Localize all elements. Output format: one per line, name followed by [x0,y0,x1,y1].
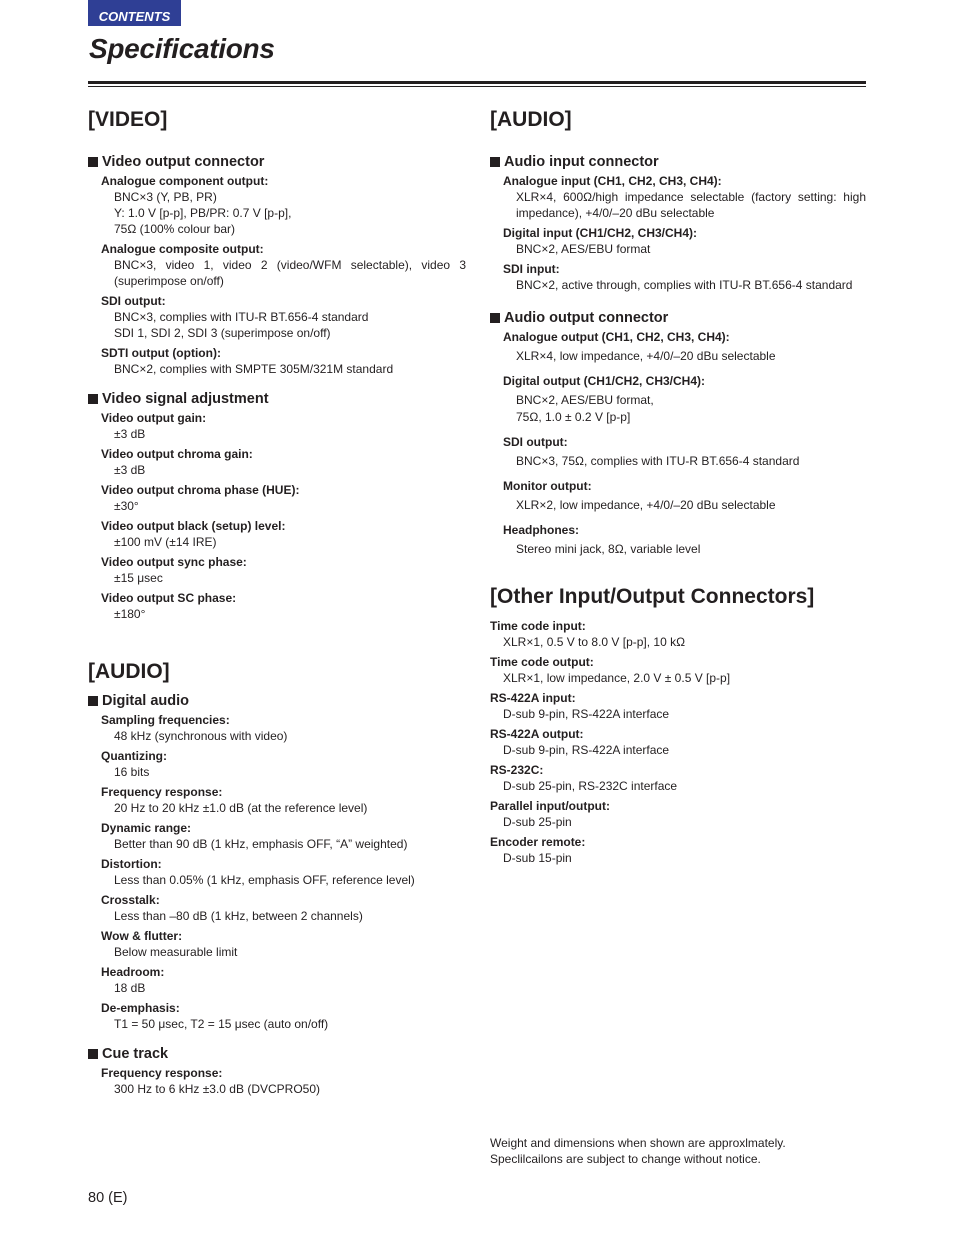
spec-item [101,518,466,550]
spec-label: Video output gain: [101,411,207,425]
spec-label: Quantizing: [101,749,167,763]
spec-list [490,171,866,293]
spec-item [490,690,866,722]
spec-list [88,1063,466,1097]
spec-item [101,1000,466,1032]
spec-item [101,1065,466,1097]
spec-label: SDTI output (option): [101,346,221,360]
title-divider [88,81,866,87]
spec-value: T1 = 50 μsec, T2 = 15 μsec (auto on/off) [114,1017,329,1031]
spec-value: ±3 dB [114,427,146,441]
spec-value: BNC×3, 75Ω, complies with ITU-R BT.656-4 standard [516,454,800,468]
spec-value: 18 dB [114,981,146,995]
footer-note [490,1135,866,1167]
spec-label: Headroom: [101,965,165,979]
spec-label: Analogue output (CH1, CH2, CH3, CH4): [503,330,730,344]
spec-label: Digital output (CH1/CH2, CH3/CH4): [503,374,705,388]
spec-item [101,410,466,442]
spec-value: ±15 μsec [114,571,163,585]
spec-label: Video output sync phase: [101,555,247,569]
spec-item [503,478,866,513]
spec-item [101,820,466,852]
section-heading-other-connectors: [Other Input/Output Connectors] [490,585,815,608]
spec-label: Digital input (CH1/CH2, CH3/CH4): [503,226,698,240]
spec-list [88,408,466,622]
spec-item [101,241,466,289]
spec-value: ±3 dB [114,463,146,477]
spec-label: Crosstalk: [101,893,160,907]
spec-value: BNC×2, complies with SMPTE 305M/321M standard [114,362,394,376]
spec-value: D-sub 25-pin [503,815,572,829]
subsection-label: Audio output connector [504,310,669,326]
right-column [490,108,866,866]
subsection-label: Digital audio [102,693,189,709]
spec-value: XLR×1, 0.5 V to 8.0 V [p-p], 10 kΩ [503,635,686,649]
spec-value: Stereo mini jack, 8Ω, variable level [516,542,701,556]
spec-label: SDI output: [503,435,568,449]
spec-item [101,554,466,586]
subsection-label: Cue track [102,1046,169,1062]
spec-value: 75Ω, 1.0 ± 0.2 V [p-p] [516,410,631,424]
section-heading-video: [VIDEO] [88,108,168,131]
spec-label: Dynamic range: [101,821,192,835]
subsection-label: Video signal adjustment [102,391,269,407]
spec-value: Better than 90 dB (1 kHz, emphasis OFF, “A” weighted) [114,837,408,851]
spec-list [88,710,466,1032]
spec-label: RS-422A output: [490,727,584,741]
spec-label: SDI output: [101,294,166,308]
spec-value: D-sub 9-pin, RS-422A interface [503,743,670,757]
spec-value: BNC×3 (Y, PB, PR) [114,190,217,204]
spec-item [101,446,466,478]
spec-value: 75Ω (100% colour bar) [114,222,236,236]
spec-value: D-sub 15-pin [503,851,572,865]
spec-item [490,618,866,650]
spec-value: BNC×3, video 1, video 2 (video/WFM selectable), video 3 (superimpose on/off) [114,258,466,288]
square-bullet-icon [490,313,500,323]
spec-label: Frequency response: [101,785,223,799]
spec-value: ±180° [114,607,146,621]
subsection-heading-video-signal-adjustment [88,390,466,408]
spec-item [503,522,866,557]
spec-value: XLR×4, low impedance, +4/0/–20 dBu selectable [516,349,776,363]
spec-item [101,482,466,514]
spec-label: Analogue component output: [101,174,269,188]
spec-item [490,834,866,866]
subsection-label: Video output connector [102,154,265,170]
spec-value: D-sub 9-pin, RS-422A interface [503,707,670,721]
spec-value: 300 Hz to 6 kHz ±3.0 dB (DVCPRO50) [114,1082,320,1096]
spec-label: RS-232C: [490,763,544,777]
spec-item [503,373,866,425]
page-number: 80 (E) [88,1190,128,1206]
spec-value: SDI 1, SDI 2, SDI 3 (superimpose on/off) [114,326,331,340]
spec-label: Headphones: [503,523,580,537]
spec-label: Video output SC phase: [101,591,237,605]
spec-item [503,173,866,221]
spec-value: BNC×3, complies with ITU-R BT.656-4 standard [114,310,369,324]
spec-list [88,171,466,377]
section-heading-audio: [AUDIO] [490,108,572,131]
square-bullet-icon [88,1049,98,1059]
spec-item [490,762,866,794]
spec-list [490,616,866,866]
subsection-heading-digital-audio [88,692,466,710]
spec-label: Video output black (setup) level: [101,519,286,533]
spec-value: Below measurable limit [114,945,238,959]
spec-label: Encoder remote: [490,835,586,849]
spec-item [503,261,866,293]
contents-link[interactable]: CONTENTS [88,0,181,26]
left-column [88,108,466,1097]
page-title: Specifications [89,33,275,64]
spec-value: BNC×2, AES/EBU format, [516,393,654,407]
spec-label: De-emphasis: [101,1001,180,1015]
spec-value: Less than –80 dB (1 kHz, between 2 channels) [114,909,363,923]
spec-item [101,964,466,996]
spec-item [101,748,466,780]
spec-label: Analogue composite output: [101,242,264,256]
spec-label: Distortion: [101,857,162,871]
footer-note-line: Speclilcailons are subject to change without notice. [490,1152,761,1166]
spec-list [490,327,866,557]
spec-value: ±100 mV (±14 IRE) [114,535,217,549]
spec-item [101,173,466,237]
spec-value: XLR×4, 600Ω/high impedance selectable (factory setting: high impedance), +4/0/–20 dBu selectable [516,190,866,220]
spec-value: XLR×2, low impedance, +4/0/–20 dBu selectable [516,498,776,512]
spec-item [101,784,466,816]
spec-label: Time code input: [490,619,586,633]
subsection-heading-audio-output-connector [490,309,866,327]
spec-value: BNC×2, AES/EBU format [516,242,651,256]
subsection-label: Audio input connector [504,154,659,170]
subsection-heading-video-output-connector [88,153,466,171]
spec-label: Analogue input (CH1, CH2, CH3, CH4): [503,174,722,188]
spec-item [101,928,466,960]
spec-value: XLR×1, low impedance, 2.0 V ± 0.5 V [p-p] [503,671,731,685]
spec-label: Time code output: [490,655,594,669]
spec-label: Sampling frequencies: [101,713,230,727]
spec-item [503,434,866,469]
spec-item [490,798,866,830]
square-bullet-icon [88,394,98,404]
spec-label: Monitor output: [503,479,592,493]
spec-item [101,892,466,924]
spec-value: Less than 0.05% (1 kHz, emphasis OFF, reference level) [114,873,415,887]
spec-label: RS-422A input: [490,691,576,705]
spec-label: Parallel input/output: [490,799,610,813]
spec-value: BNC×2, active through, complies with ITU-R BT.656-4 standard [516,278,853,292]
spec-label: Wow & flutter: [101,929,183,943]
spec-label: Video output chroma phase (HUE): [101,483,300,497]
spec-item [101,293,466,341]
spec-value: 16 bits [114,765,150,779]
spec-item [490,726,866,758]
subsection-heading-cue-track [88,1045,466,1063]
spec-label: SDI input: [503,262,560,276]
spec-label: Video output chroma gain: [101,447,253,461]
spec-value: ±30° [114,499,139,513]
spec-item [503,225,866,257]
square-bullet-icon [88,696,98,706]
spec-value: 20 Hz to 20 kHz ±1.0 dB (at the reference level) [114,801,368,815]
square-bullet-icon [490,157,500,167]
spec-item [101,856,466,888]
spec-item [101,590,466,622]
spec-value: D-sub 25-pin, RS-232C interface [503,779,678,793]
spec-item [101,345,466,377]
spec-item [503,329,866,364]
spec-item [490,654,866,686]
spec-item [101,712,466,744]
spec-value: Y: 1.0 V [p-p], PB/PR: 0.7 V [p-p], [114,206,292,220]
section-heading-audio: [AUDIO] [88,660,170,683]
spec-value: 48 kHz (synchronous with video) [114,729,288,743]
footer-note-line: Weight and dimensions when shown are approxlmately. [490,1136,786,1150]
spec-label: Frequency response: [101,1066,223,1080]
square-bullet-icon [88,157,98,167]
subsection-heading-audio-input-connector [490,153,866,171]
